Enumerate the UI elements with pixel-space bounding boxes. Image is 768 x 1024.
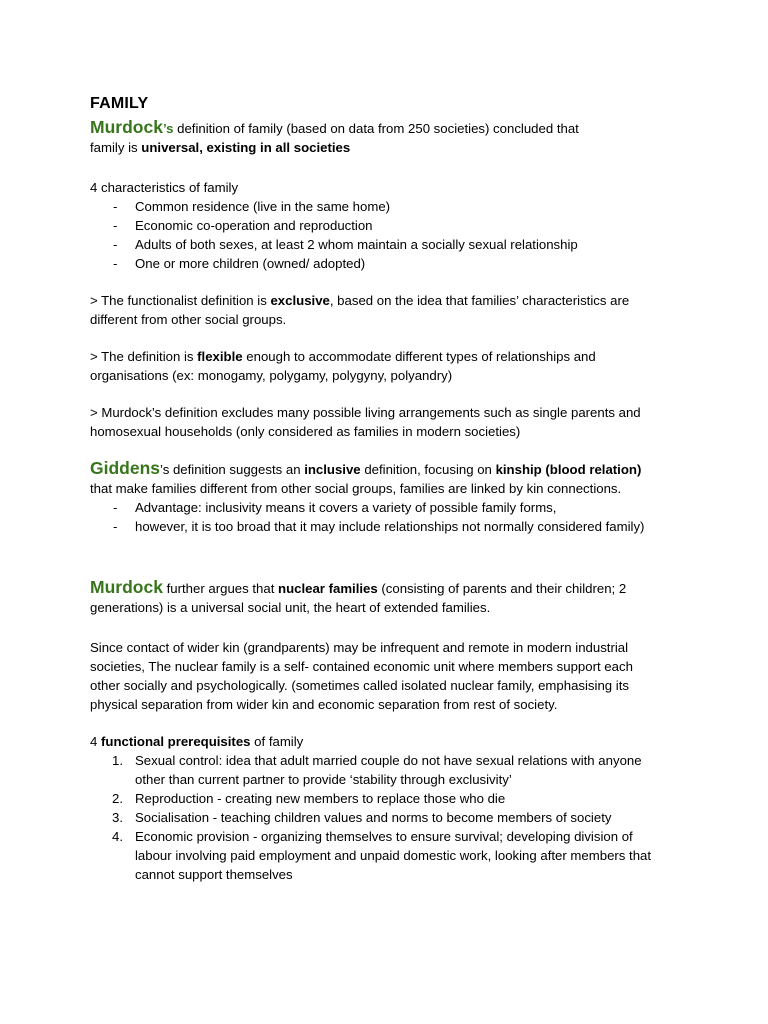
paragraph-line: physical separation from wider kin and economic separation from rest of society. [90,697,558,712]
giddens-line-1 [90,459,690,479]
list-item [90,808,690,827]
list-item [90,235,690,254]
murdock-nuclear-line-1 [90,578,690,598]
murdock-possessive: ’s [162,121,174,136]
list-item-text: other than current partner to provide ‘stability through exclusivity’ [135,772,512,787]
text-span: 4 [90,734,101,749]
paragraph-excludes [90,403,690,441]
list-item [90,517,690,536]
list-item-text: Economic co-operation and reproduction [135,218,373,233]
bold-term: exclusive [270,293,330,308]
paragraph-line: > Murdock’s definition excludes many possible living arrangements such as single parents and [90,405,641,420]
list-item-text: cannot support themselves [135,867,293,882]
dash-marker: - [113,500,118,515]
murdock-intro-text: definition of family (based on data from 250 societies) concluded that [173,121,579,136]
list-item [90,751,690,789]
list-item-text: Adults of both sexes, at least 2 whom maintain a socially sexual relationship [135,237,578,252]
paragraph-line: other socially and psychologically. (sometimes called isolated nuclear family, emphasising its [90,678,629,693]
list-item-text: Advantage: inclusivity means it covers a variety of possible family forms, [135,500,557,515]
murdock-intro-text-b: family is [90,140,142,155]
list-number: 1. [112,753,123,768]
dash-marker: - [113,256,118,271]
giddens-line-2: that make families different from other social groups, families are linked by kin connections. [90,481,622,496]
list-item-text: Reproduction - creating new members to replace those who die [135,791,506,806]
paragraph-exclusive [90,291,690,329]
paragraph-line: homosexual households (only considered as families in modern societies) [90,424,521,439]
list-item [90,827,690,884]
list-item [90,197,690,216]
list-item [90,216,690,235]
paragraph-line: societies, The nuclear family is a self- contained economic unit where members support each [90,659,633,674]
text-span: > The definition is [90,349,198,364]
paragraph-contact [90,638,690,714]
bold-term: flexible [197,349,243,364]
dash-marker: - [113,199,118,214]
list-item [90,254,690,273]
murdock-nuclear-section [90,578,690,617]
text-span: ’s definition suggests an [160,462,305,477]
bold-term: nuclear families [278,581,378,596]
list-item-text: Economic provision - organizing themselves to ensure survival; developing division of [135,829,633,844]
murdock-intro-line-2 [90,138,690,157]
paragraph-line [90,291,690,310]
bold-term: kinship (blood relation) [495,462,642,477]
paragraph-flexible [90,347,690,385]
paragraph-line [90,347,690,366]
paragraph-line: different from other social groups. [90,312,287,327]
list-number: 2. [112,791,123,806]
murdock-intro [90,118,690,157]
prerequisites-section [90,732,690,884]
prerequisites-heading [90,732,690,751]
murdock-nuclear-line-2: generations) is a universal social unit, the heart of extended families. [90,600,491,615]
dash-marker: - [113,218,118,233]
murdock-intro-line-1 [90,118,690,138]
murdock-name: Murdock [90,117,163,137]
text-span: definition, focusing on [360,462,496,477]
text-span: (consisting of parents and their children; 2 [377,581,627,596]
murdock-name: Murdock [90,577,163,597]
giddens-list [90,498,690,536]
paragraph-line: organisations (ex: monogamy, polygamy, polygyny, polyandry) [90,368,453,383]
list-number: 3. [112,810,123,825]
prerequisites-list [90,751,690,884]
characteristics-section [90,178,690,273]
list-item-text: Sexual control: idea that adult married couple do not have sexual relations with anyone [135,753,642,768]
murdock-intro-bold: universal, existing in all societies [141,140,351,155]
text-span: of family [250,734,304,749]
text-span: further argues that [162,581,279,596]
text-span: enough to accommodate different types of relationships and [242,349,596,364]
bold-term: inclusive [304,462,361,477]
list-item-text: Socialisation - teaching children values and norms to become members of society [135,810,612,825]
characteristics-list [90,197,690,273]
list-number: 4. [112,829,123,844]
page-title: FAMILY [90,95,149,112]
bold-term: functional prerequisites [101,734,251,749]
list-item-text: One or more children (owned/ adopted) [135,256,366,271]
paragraph-line: Since contact of wider kin (grandparents) may be infrequent and remote in modern industrial [90,640,629,655]
characteristics-heading: 4 characteristics of family [90,180,239,195]
text-span: > The functionalist definition is [90,293,271,308]
giddens-name: Giddens [90,458,161,478]
list-item-text: however, it is too broad that it may include relationships not normally considered family) [135,519,645,534]
list-item [90,498,690,517]
list-item [90,789,690,808]
text-span: , based on the idea that families’ characteristics are [329,293,630,308]
dash-marker: - [113,519,118,534]
list-item-text: labour involving paid employment and unpaid domestic work, looking after members that [135,848,652,863]
list-item-text: Common residence (live in the same home) [135,199,391,214]
dash-marker: - [113,237,118,252]
giddens-section [90,459,690,536]
